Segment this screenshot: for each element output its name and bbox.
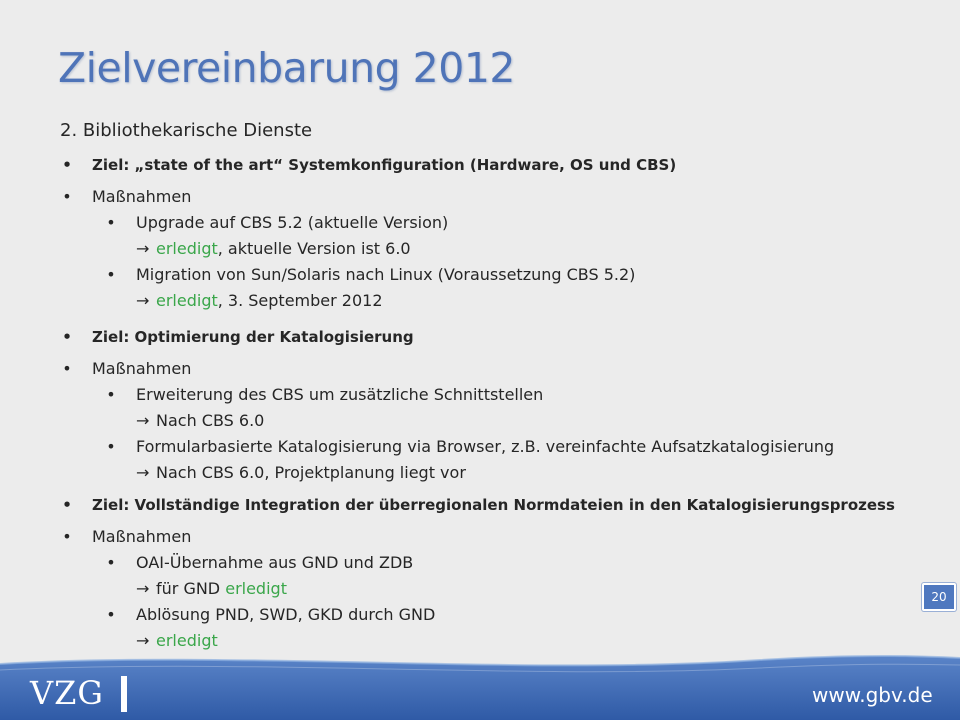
logo-bar [121, 676, 127, 712]
result-text: , 3. September 2012 [217, 291, 383, 310]
measures-label: Maßnahmen [92, 187, 192, 206]
measures-label: Maßnahmen [92, 359, 192, 378]
measure-text: Formularbasierte Katalogisierung via Browser, z.B. vereinfachte Aufsatzkatalogisierung [136, 437, 835, 456]
status-done: erledigt [156, 239, 218, 258]
status-done: erledigt [225, 579, 287, 598]
bullet: • [106, 265, 116, 284]
bullet: • [62, 187, 72, 206]
bullet: • [106, 437, 116, 456]
bullet: • [106, 385, 116, 404]
measure-1b-result [60, 288, 940, 314]
goal-3 [60, 492, 940, 518]
arrow-right-icon: → [136, 463, 150, 482]
status-done: erledigt [156, 631, 218, 650]
result-text: Nach CBS 6.0 [156, 411, 265, 430]
measure-text: OAI-Übernahme aus GND und ZDB [136, 553, 414, 572]
status-done: erledigt [156, 291, 218, 310]
bullet: • [62, 527, 72, 546]
measure-2a-result [60, 408, 940, 434]
result-text: , aktuelle Version ist 6.0 [217, 239, 411, 258]
bullet: • [62, 328, 72, 346]
arrow-right-icon: → [136, 579, 150, 598]
measure-3b [60, 602, 940, 628]
bullet: • [106, 605, 116, 624]
bullet: • [62, 156, 72, 174]
goal-3-text: Ziel: Vollständige Integration der überregionalen Normdateien in den Katalogisierungsprozess [92, 496, 895, 514]
arrow-right-icon: → [136, 239, 150, 258]
slide-content [60, 152, 940, 654]
goal-1 [60, 152, 940, 178]
result-text: Nach CBS 6.0, Projektplanung liegt vor [156, 463, 466, 482]
measure-1b [60, 262, 940, 288]
bullet: • [62, 496, 72, 514]
measure-text: Ablösung PND, SWD, GKD durch GND [136, 605, 436, 624]
measure-1a [60, 210, 940, 236]
measures-label: Maßnahmen [92, 527, 192, 546]
slide-title: Zielvereinbarung 2012 [58, 44, 516, 92]
measure-2b-result [60, 460, 940, 486]
goal-2-text: Ziel: Optimierung der Katalogisierung [92, 328, 414, 346]
measure-1a-result [60, 236, 940, 262]
goal-2 [60, 324, 940, 350]
arrow-right-icon: → [136, 631, 150, 650]
bullet: • [106, 553, 116, 572]
measure-2b [60, 434, 940, 460]
slide-subtitle: 2. Bibliothekarische Dienste [60, 120, 313, 141]
vzg-logo: VZG [30, 674, 104, 712]
measure-2a [60, 382, 940, 408]
page-number-badge: 20 [922, 583, 956, 611]
measure-text: Upgrade auf CBS 5.2 (aktuelle Version) [136, 213, 449, 232]
measure-3a-result [60, 576, 940, 602]
measures-2 [60, 356, 940, 382]
measures-3 [60, 524, 940, 550]
measure-text: Erweiterung des CBS um zusätzliche Schnittstellen [136, 385, 544, 404]
bullet: • [106, 213, 116, 232]
arrow-right-icon: → [136, 291, 150, 310]
result-text: für GND [156, 579, 226, 598]
measures-1 [60, 184, 940, 210]
measure-3a [60, 550, 940, 576]
measure-text: Migration von Sun/Solaris nach Linux (Voraussetzung CBS 5.2) [136, 265, 636, 284]
goal-1-text: Ziel: „state of the art“ Systemkonfiguration (Hardware, OS und CBS) [92, 156, 677, 174]
footer-url[interactable]: www.gbv.de [812, 683, 933, 707]
arrow-right-icon: → [136, 411, 150, 430]
bullet: • [62, 359, 72, 378]
